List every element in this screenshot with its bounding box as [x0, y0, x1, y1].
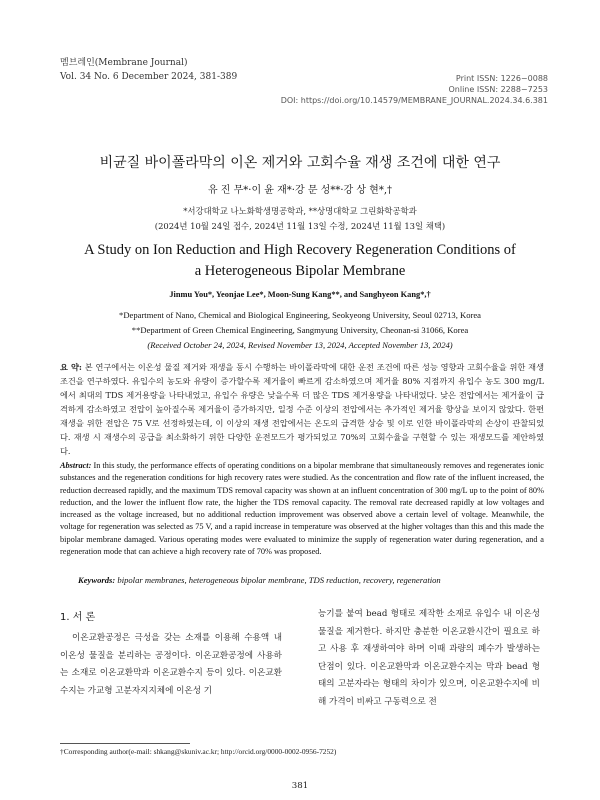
- korean-abstract: [60, 360, 544, 458]
- korean-abstract-label: 요 약:: [60, 362, 82, 372]
- english-abstract: [60, 460, 544, 558]
- issn-block: [281, 73, 548, 106]
- korean-authors: 유 진 무*·이 윤 재*·강 문 성**·강 상 현*,†: [207, 185, 393, 196]
- body-paragraph: 능기를 붙여 bead 형태로 제작한 소재로 유입수 내 이온성 물질을 제거한다. 하지만 충분한 이온교환시간이 필요로 하고 사용 후 재생하여야 하며 이때 과량의 폐수가 발생하는 단점이 있다. 이온교환막과 이온교환수지는 막과 bead 형태의 고분자라는 형태의 차이가 있으며, 이온교환수지에 비해 가격이 비싸고 구동력으로 전: [318, 609, 540, 707]
- journal-name: 멤브레인(Membrane Journal): [60, 58, 188, 68]
- english-title-line2: a Heterogeneous Bipolar Membrane: [194, 263, 406, 279]
- english-affiliation-2: **Department of Green Chemical Engineering, Sangmyung University, Cheonan-si 31066, Korea: [131, 325, 469, 335]
- korean-affiliation: *서강대학교 나노화학생명공학과, **상명대학교 그린화학공학과: [183, 206, 417, 216]
- print-issn: Print ISSN: 1226−0088: [455, 74, 548, 83]
- english-authors: Jinmu You*, Yeonjae Lee*, Moon-Sung Kang**, and Sanghyeon Kang*,†: [169, 290, 431, 299]
- journal-header: [60, 56, 237, 84]
- korean-affiliation-block: [0, 204, 600, 234]
- body-column-right: [318, 606, 540, 711]
- english-affiliation-block: [0, 308, 600, 353]
- body-paragraph: 이온교환공정은 극성을 갖는 소재를 이용해 수용액 내 이온성 물질을 분리하는 공정이다. 이온교환공정에 사용하는 소재로 이온교환막과 이온교환수지 등이 있다. 이온교환수지는 가교형 고분자지지체에 이온성 기: [60, 633, 282, 696]
- english-title: [0, 240, 600, 282]
- english-abstract-label: Abstract:: [60, 461, 92, 470]
- keywords-text: bipolar membranes, heterogeneous bipolar membrane, TDS reduction, recovery, regeneration: [117, 575, 441, 585]
- english-abstract-text: In this study, the performance effects of operating conditions on a bipolar membrane that simultaneously removes and regenerates ionic substances and the regeneration conditions for high recovery rates were studied. As the concentration and flow rate of the influent increased, the reduction decreased rapidly, and the maximum TDS removal capacity was shown at an influent concentration of 300 mg/L up to the point of 80% reduction, and the lower the influent flow rate, the higher the TDS removal capacity. The removal rate decreased rapidly at low voltages and increased as the voltage increased, but no additional reduction improvement was observed above a certain level of voltage. Meanwhile, the voltage for regeneration was selected as 75 V, and a rapid increase in temperature was observed at the higher voltages than this and this made the bipolar membrane damaged. Various operating modes were evaluated to minimize the supply of regeneration water during regeneration, and a regeneration mode that can achieve a high recovery rate of 70% was proposed.: [60, 461, 544, 557]
- received-dates: (Received October 24, 2024, Revised November 13, 2024, Accepted November 13, 2024): [147, 340, 453, 350]
- volume-line: Vol. 34 No. 6 December 2024, 381-389: [60, 72, 238, 82]
- korean-abstract-text: 본 연구에서는 이온성 물질 제거와 재생을 동시 수행하는 바이폴라막에 대한 운전 조건에 따른 성능 영향과 고회수율을 위한 재생 조건을 연구하였다. 유입수의 농도와 유량이 증가할수록 제거율이 빠르게 감소하였으며 제거율 80% 지점까지 유입수 농도 300 mg/L에서 최대의 TDS 제거용량을 나타내었고, 유입수 유량은 낮을수록 더 많은 TDS 제거용량을 나타내었다. 낮은 전압에서는 제거율이 급격하게 감소하였고 전압이 높아질수록 제거율이 증가하지만, 일정 수준 이상의 전압에서는 추가적인 제거율 향상을 보이지 않았다. 한편 재생을 위한 전압은 75 V로 선정하였는데, 이 이상의 재생 전압에서는 온도의 급격한 상승 및 이로 인한 바이폴라막의 손상이 관찰되었다. 재생 시 재생수의 공급을 최소화하기 위한 다양한 운전모드가 평가되었고 70%의 고회수율을 구현할 수 있는 재생모드를 제안하였다.: [60, 362, 544, 456]
- korean-title: 비균질 바이폴라막의 이온 제거와 고회수율 재생 조건에 대한 연구: [99, 155, 501, 171]
- online-issn: Online ISSN: 2288−7253: [448, 85, 548, 94]
- doi-link[interactable]: DOI: https://doi.org/10.14579/MEMBRANE_JOURNAL.2024.34.6.381: [280, 96, 548, 105]
- page-number: 381: [291, 781, 309, 791]
- keywords-label: Keywords:: [78, 575, 116, 585]
- section-heading: 1. 서 론: [60, 612, 96, 623]
- keywords: [78, 575, 548, 585]
- footnote-divider: [60, 743, 190, 744]
- english-affiliation-1: *Department of Nano, Chemical and Biological Engineering, Seokyeong University, Seoul 02713, Korea: [119, 310, 481, 320]
- body-column-left: [60, 630, 282, 700]
- english-title-line1: A Study on Ion Reduction and High Recovery Regeneration Conditions of: [84, 242, 516, 258]
- korean-dates: (2024년 10월 24일 접수, 2024년 11월 13일 수정, 2024년 11월 13일 채택): [154, 221, 446, 231]
- corresponding-author-footnote: †Corresponding author(e-mail: shkang@skuniv.ac.kr; http://orcid.org/0000-0002-0956-7252): [60, 747, 337, 756]
